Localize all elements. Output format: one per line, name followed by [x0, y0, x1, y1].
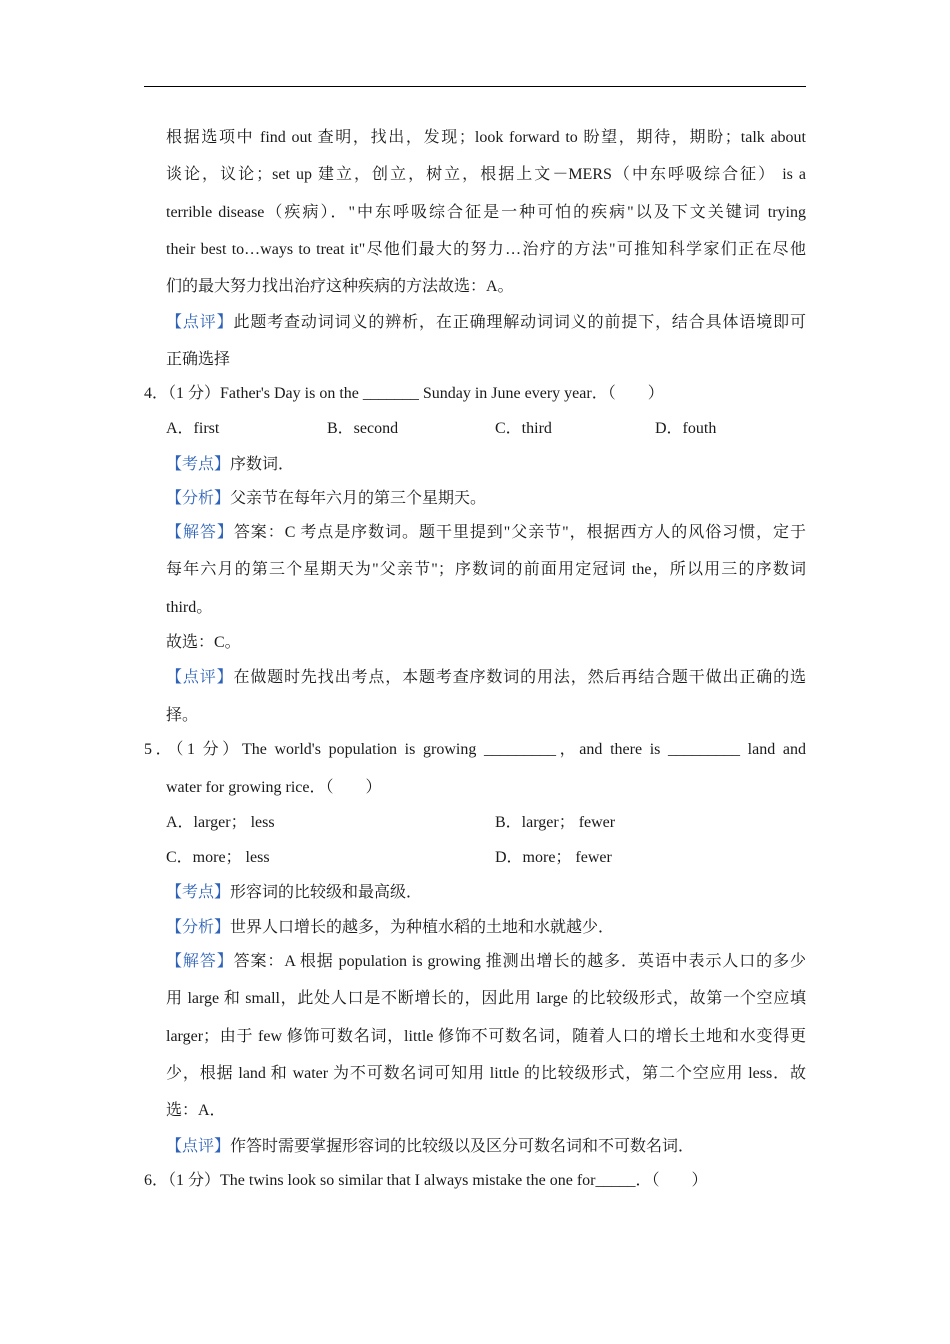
q4-stem: 4．（1 分）Father's Day is on the _______ Sunday in June every year．（ ） [144, 385, 664, 402]
q5-stem-line-2: water for growing rice．（ ） [166, 779, 382, 796]
q4-jieda-line-1: 【解答】答案：C 考点是序数词。题干里提到"父亲节"，根据西方人的风俗习惯，定于 [166, 524, 806, 541]
q5-jieda-line-1: 【解答】答案：A 根据 population is growing 推测出增长的越多．英语中表示人口的多少 [166, 953, 806, 970]
q3-analysis-line-5: 们的最大努力找出治疗这种疾病的方法故选：A。 [166, 278, 514, 295]
q4-option-d: D．fouth [655, 420, 717, 437]
q5-option-b: B．larger； fewer [495, 814, 616, 831]
q4-kaodian: 【考点】序数词． [166, 456, 295, 473]
q5-option-a: A．larger； less [166, 814, 275, 831]
q4-guxuan: 故选：C。 [166, 634, 241, 651]
q5-jieda-line-2: 用 large 和 small，此处人口是不断增长的，因此用 large 的比较级形式，故第一个空应填 [166, 990, 806, 1007]
q3-comment-line-2: 正确选择 [166, 351, 231, 368]
q5-jieda-line-4: 少，根据 land 和 water 为不可数名词可知用 little 的比较级形式，第二个空应用 less．故 [166, 1065, 806, 1082]
q4-option-b: B．second [327, 420, 399, 437]
q5-fenxi: 【分析】世界人口增长的越多，为种植水稻的土地和水就越少． [166, 919, 615, 936]
comment-tag: 【点评】 [166, 314, 234, 331]
q4-jieda-line-3: third。 [166, 599, 213, 616]
q4-dianping-line-2: 择。 [166, 707, 199, 724]
q5-dianping: 【点评】作答时需要掌握形容词的比较级以及区分可数名词和不可数名词． [166, 1138, 695, 1155]
q3-analysis-line-2: 谈论，议论；set up 建立，创立，树立，根据上文－MERS（中东呼吸综合征） is a [166, 166, 806, 183]
q5-option-d: D．more； fewer [495, 849, 612, 866]
q5-option-c: C．more； less [166, 849, 270, 866]
q5-jieda-line-3: larger；由于 few 修饰可数名词，little 修饰不可数名词，随着人口的增长土地和水变得更 [166, 1028, 806, 1045]
q4-jieda-line-2: 每年六月的第三个星期天为"父亲节"；序数词的前面用定冠词 the，所以用三的序数词 [166, 561, 806, 578]
q5-jieda-line-5: 选：A． [166, 1102, 226, 1119]
q4-dianping-line-1: 【点评】在做题时先找出考点，本题考查序数词的用法，然后再结合题干做出正确的选 [166, 669, 806, 686]
q5-kaodian: 【考点】形容词的比较级和最高级． [166, 884, 423, 901]
header-rule [144, 86, 806, 87]
q4-option-a: A．first [166, 420, 220, 437]
q3-analysis-line-1: 根据选项中 find out 查明，找出，发现；look forward to 盼望，期待，期盼；talk about [166, 129, 806, 146]
q3-analysis-line-4: their best to…ways to treat it"尽他们最大的努力…治疗的方法"可推知科学家们正在尽他 [166, 241, 806, 258]
q4-option-c: C．third [495, 420, 552, 437]
q3-comment-line-1: 【点评】此题考查动词词义的辨析，在正确理解动词词义的前提下，结合具体语境即可 [166, 314, 806, 331]
q4-fenxi: 【分析】父亲节在每年六月的第三个星期天。 [166, 490, 487, 507]
q3-analysis-line-3: terrible disease（疾病）．"中东呼吸综合征是一种可怕的疾病"以及下文关键词 trying [166, 204, 806, 221]
q6-stem: 6．（1 分）The twins look so similar that I always mistake the one for_____．（ ） [144, 1172, 708, 1189]
q5-stem-line-1: 5．（1 分）The world's population is growing _________，and there is _________ land and [144, 741, 806, 758]
